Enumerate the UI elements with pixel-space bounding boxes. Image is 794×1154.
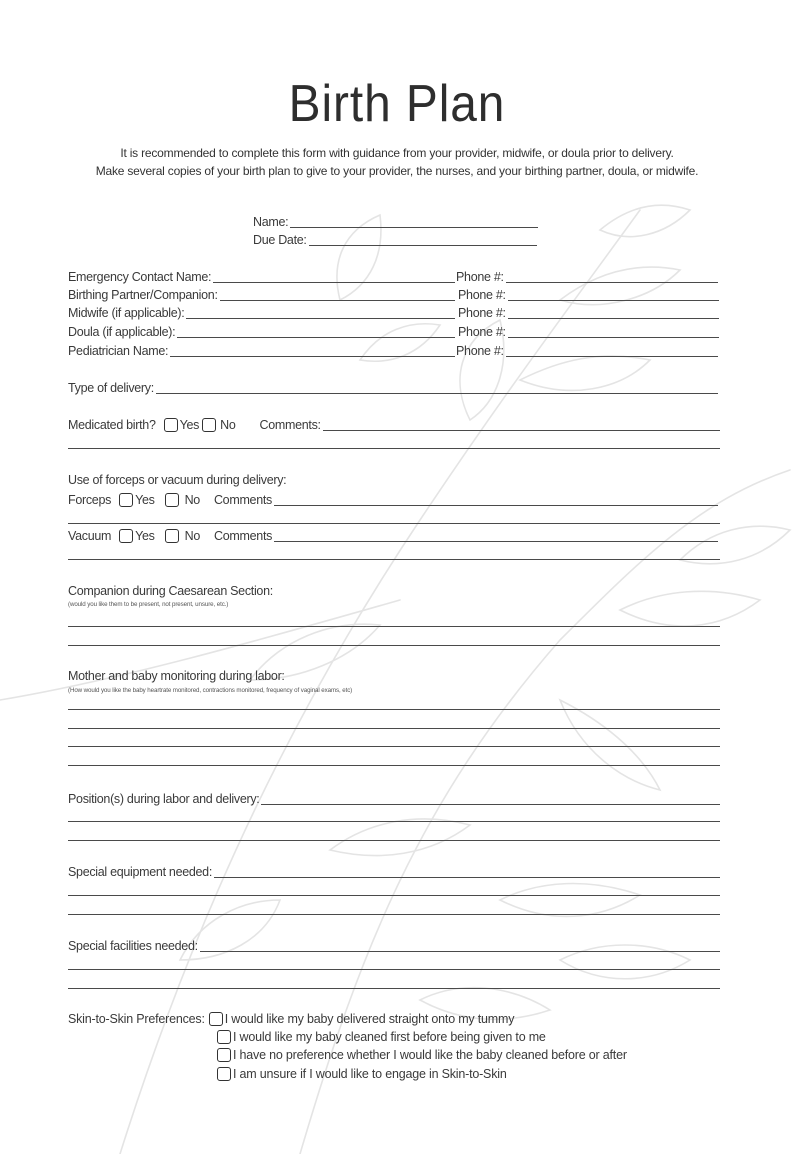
skin-option-checkbox[interactable] <box>217 1030 231 1044</box>
positions-row <box>68 790 720 806</box>
facilities-line[interactable] <box>68 988 720 989</box>
skin-option-label: I am unsure if I would like to engage in Skin-to-Skin <box>233 1067 507 1081</box>
phone-field[interactable] <box>506 344 718 357</box>
skin-option-checkbox[interactable] <box>209 1012 223 1026</box>
medicated-no-label: No <box>220 418 236 432</box>
phone-field[interactable] <box>508 325 719 338</box>
contact-label: Pediatrician Name: <box>68 344 169 358</box>
contact-name-field[interactable] <box>213 270 455 283</box>
vacuum-yes-label: Yes <box>135 529 155 543</box>
skin-option-row <box>217 1030 546 1044</box>
monitoring-note: (How would you like the baby heartrate monitored, contractions monitored, frequency of vaginal exams, etc) <box>68 687 353 694</box>
phone-field[interactable] <box>506 270 718 283</box>
medicated-comments-label: Comments: <box>259 418 321 432</box>
medicated-comments-field[interactable] <box>323 418 720 431</box>
contact-phone-row <box>456 342 718 358</box>
phone-label: Phone #: <box>458 288 506 302</box>
monitoring-heading: Mother and baby monitoring during labor: <box>68 669 285 683</box>
monitoring-line[interactable] <box>68 746 720 747</box>
contact-phone-row <box>458 286 719 302</box>
contact-row <box>68 342 455 358</box>
contact-name-field[interactable] <box>170 344 455 357</box>
skin-option-checkbox[interactable] <box>217 1067 231 1081</box>
contact-row <box>68 323 455 339</box>
contact-phone-row <box>458 304 719 320</box>
skin-option-label: I would like my baby delivered straight onto my tummy <box>224 1012 515 1026</box>
facilities-field[interactable] <box>200 939 720 952</box>
monitoring-line[interactable] <box>68 765 720 766</box>
intro-line-1: It is recommended to complete this form with guidance from your provider, midwife, or doula prior to delivery. <box>120 146 674 160</box>
monitoring-heading-row <box>68 667 468 683</box>
skin-option-checkbox[interactable] <box>217 1048 231 1062</box>
vacuum-no-checkbox[interactable] <box>165 529 179 543</box>
due-date-label: Due Date: <box>253 233 307 247</box>
phone-label: Phone #: <box>456 344 504 358</box>
intro-line-2: Make several copies of your birth plan to give to your provider, the nurses, and your birthing partner, doula, or midwife. <box>95 164 699 178</box>
monitoring-line[interactable] <box>68 728 720 729</box>
phone-field[interactable] <box>508 306 719 319</box>
skin-option-row <box>217 1067 507 1081</box>
forceps-comments-line[interactable] <box>68 523 720 524</box>
forceps-vacuum-heading-row <box>68 471 468 487</box>
equipment-row <box>68 863 720 879</box>
contact-row <box>68 286 455 302</box>
name-field[interactable] <box>290 215 538 228</box>
contact-phone-row <box>458 323 719 339</box>
skin-preferences-label: Skin-to-Skin Preferences: <box>68 1012 205 1026</box>
caesarean-note: (would you like them to be present, not present, unsure, etc.) <box>68 601 229 608</box>
page-title: Birth Plan <box>288 75 506 133</box>
facilities-row <box>68 937 720 953</box>
skin-preferences-row <box>68 1012 514 1026</box>
caesarean-line[interactable] <box>68 645 720 646</box>
forceps-comments-field[interactable] <box>274 493 718 506</box>
forceps-label: Forceps <box>68 493 112 507</box>
positions-line[interactable] <box>68 821 720 822</box>
phone-label: Phone #: <box>458 306 506 320</box>
equipment-label: Special equipment needed: <box>68 865 213 879</box>
contact-label: Midwife (if applicable): <box>68 306 185 320</box>
vacuum-no-label: No <box>184 529 201 543</box>
name-row <box>253 213 538 229</box>
phone-label: Phone #: <box>458 325 506 339</box>
caesarean-heading: Companion during Caesarean Section: <box>68 584 273 598</box>
medicated-label: Medicated birth? <box>68 418 156 432</box>
vacuum-comments-label: Comments <box>214 529 273 543</box>
monitoring-line[interactable] <box>68 709 720 710</box>
contact-name-field[interactable] <box>177 325 455 338</box>
positions-label: Position(s) during labor and delivery: <box>68 792 260 806</box>
equipment-field[interactable] <box>214 865 720 878</box>
medicated-row <box>68 416 720 432</box>
medicated-yes-label: Yes <box>179 418 200 432</box>
vacuum-row <box>68 527 718 543</box>
contact-label: Doula (if applicable): <box>68 325 176 339</box>
due-date-row <box>253 231 537 247</box>
delivery-type-field[interactable] <box>156 381 718 394</box>
vacuum-label: Vacuum <box>68 529 112 543</box>
skin-option-label: I would like my baby cleaned first before being given to me <box>233 1030 546 1044</box>
vacuum-comments-line[interactable] <box>68 559 720 560</box>
medicated-no-checkbox[interactable] <box>202 418 216 432</box>
caesarean-heading-row <box>68 582 468 598</box>
delivery-type-label: Type of delivery: <box>68 381 154 395</box>
contact-row <box>68 304 455 320</box>
forceps-no-checkbox[interactable] <box>165 493 179 507</box>
contact-name-field[interactable] <box>186 306 455 319</box>
contact-name-field[interactable] <box>220 288 455 301</box>
forceps-no-label: No <box>184 493 200 507</box>
skin-option-row <box>217 1048 627 1062</box>
medicated-comments-line[interactable] <box>68 448 720 449</box>
forceps-yes-label: Yes <box>135 493 155 507</box>
contact-label: Birthing Partner/Companion: <box>68 288 218 302</box>
delivery-type-row <box>68 379 718 395</box>
vacuum-comments-field[interactable] <box>274 529 718 542</box>
forceps-yes-checkbox[interactable] <box>119 493 133 507</box>
equipment-line[interactable] <box>68 914 720 915</box>
caesarean-line[interactable] <box>68 626 720 627</box>
forceps-row <box>68 491 718 507</box>
facilities-line[interactable] <box>68 969 720 970</box>
contact-row <box>68 268 455 284</box>
vacuum-yes-checkbox[interactable] <box>119 529 133 543</box>
phone-label: Phone #: <box>456 270 504 284</box>
equipment-line[interactable] <box>68 895 720 896</box>
facilities-label: Special facilities needed: <box>68 939 198 953</box>
contact-phone-row <box>456 268 718 284</box>
name-label: Name: <box>253 215 289 229</box>
due-date-field[interactable] <box>309 233 537 246</box>
positions-line[interactable] <box>68 840 720 841</box>
positions-field[interactable] <box>261 792 720 805</box>
skin-option-label: I have no preference whether I would like the baby cleaned before or after <box>233 1048 627 1062</box>
contact-label: Emergency Contact Name: <box>68 270 212 284</box>
forceps-comments-label: Comments <box>213 493 272 507</box>
medicated-yes-checkbox[interactable] <box>164 418 178 432</box>
forceps-vacuum-heading: Use of forceps or vacuum during delivery: <box>68 473 287 487</box>
phone-field[interactable] <box>508 288 719 301</box>
